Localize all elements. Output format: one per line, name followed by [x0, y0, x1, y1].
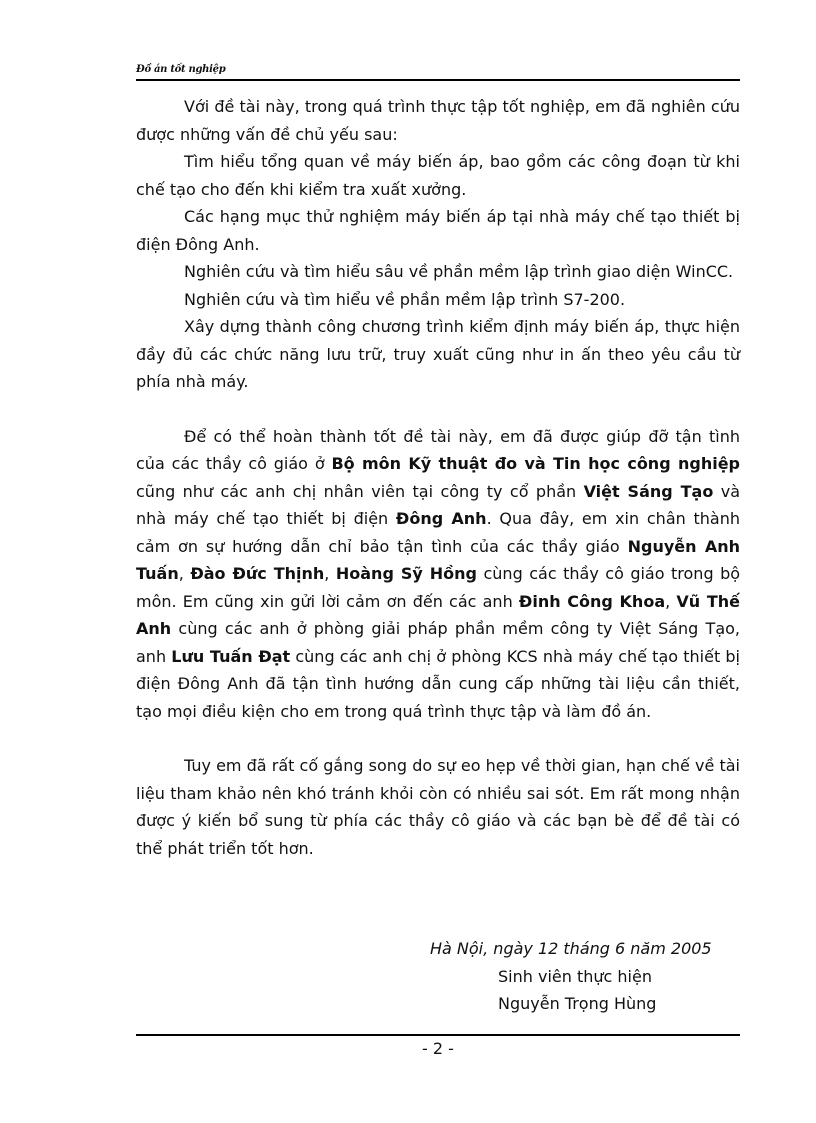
- list-item: Tìm hiểu tổng quan về máy biến áp, bao gồm các công đoạn từ khi chế tạo cho đến khi kiểm tra xuất xưởng.: [136, 152, 740, 199]
- page-number: - 2 -: [422, 1039, 454, 1058]
- intro-paragraph: Với đề tài này, trong quá trình thực tập tốt nghiệp, em đã nghiên cứu được những vấn đề chủ yếu sau:: [136, 97, 740, 144]
- teacher-name: Nguyễn Anh Tuấn: [136, 536, 741, 583]
- list-item: Nghiên cứu và tìm hiểu sâu về phần mềm lập trình giao diện WinCC.: [184, 262, 734, 281]
- separator: ,: [178, 564, 191, 583]
- footer-divider: [136, 1034, 740, 1036]
- signature-block: [136, 935, 740, 1018]
- teacher-name: Hoàng Sỹ Hồng: [335, 564, 478, 583]
- list-item: Các hạng mục thử nghiệm máy biến áp tại nhà máy chế tạo thiết bị điện Đông Anh.: [136, 207, 740, 254]
- person-name: Đinh Công Khoa: [518, 591, 666, 611]
- person-name: Lưu Tuấn Đạt: [171, 646, 291, 666]
- place-date: Hà Nội, ngày 12 tháng 6 năm 2005: [430, 939, 712, 958]
- closing-paragraph: Tuy em đã rất cố gắng song do sự eo hẹp về thời gian, hạn chế về tài liệu tham khảo nên khó tránh khỏi còn có nhiều sai sót. Em rất mong nhận được ý kiến bổ sung từ phía các thầy cô giáo và các bạn bè để đề tài có thể phát triển tốt hơn.: [136, 756, 740, 858]
- header-title: Đồ án tốt nghiệp: [136, 64, 226, 75]
- text-run: cùng các thầy cô giáo trong bộ môn. Em cũng xin gửi lời cảm ơn đến các anh: [136, 564, 741, 611]
- text-run: cũng như các anh chị nhân viên tại công ty cổ phần: [136, 481, 584, 501]
- separator: ,: [324, 564, 336, 583]
- list-item: Xây dựng thành công chương trình kiểm định máy biến áp, thực hiện đầy đủ các chức năng lưu trữ, truy xuất cũng như in ấn theo yêu cầu từ phía nhà máy.: [136, 317, 740, 391]
- list-item: Nghiên cứu và tìm hiểu về phần mềm lập trình S7-200.: [184, 289, 626, 309]
- teacher-name: Đào Đức Thịnh: [190, 564, 325, 583]
- text-run: và nhà máy chế tạo thiết bị điện: [136, 481, 741, 528]
- text-run: . Qua đây, em xin chân thành cảm ơn sự hướng dẫn chỉ bảo tận tình của các thầy giáo: [136, 509, 740, 556]
- person-name: Vũ Thế Anh: [136, 591, 741, 638]
- company-name: Việt Sáng Tạo: [583, 481, 714, 501]
- signer-name: Nguyễn Trọng Hùng: [498, 994, 657, 1013]
- department-name: Bộ môn Kỹ thuật đo và Tin học công nghiệp: [331, 454, 741, 473]
- text-run: Để có thể hoàn thành tốt đề tài này, em đã được giúp đỡ tận tình của các thầy cô giáo ở: [136, 426, 740, 473]
- signer-role: Sinh viên thực hiện: [498, 966, 652, 986]
- body-text: [136, 93, 740, 862]
- header-divider: [136, 79, 740, 81]
- factory-name: Đông Anh: [395, 509, 487, 528]
- text-run: cùng các anh chị ở phòng KCS nhà máy chế tạo thiết bị điện Đông Anh đã tận tình hướng dẫn cung cấp những tài liệu cần thiết, tạo mọi điều kiện cho em trong quá trình thực tập và làm đồ án.: [136, 646, 741, 721]
- text-run: cùng các anh ở phòng giải pháp phần mềm công ty Việt Sáng Tạo, anh: [136, 619, 740, 666]
- separator: ,: [665, 591, 677, 611]
- acknowledgement-paragraph: [136, 423, 740, 726]
